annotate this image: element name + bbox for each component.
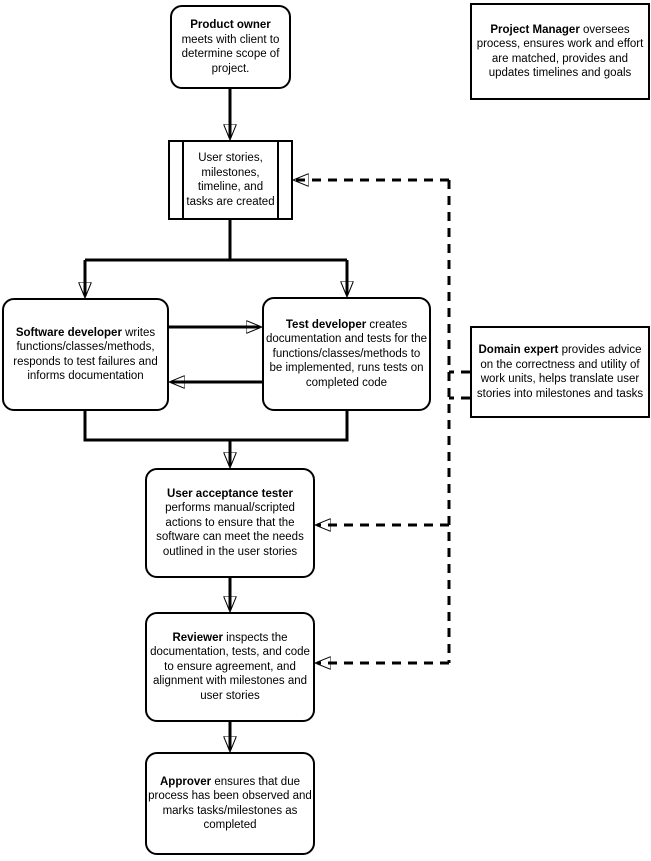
product-owner-text-rest: meets with client to determine scope of project. (181, 33, 280, 75)
test-developer-text-bold: Test developer (285, 318, 367, 331)
software-developer-text (5, 326, 166, 384)
reviewer-text (148, 631, 312, 704)
test-developer-text (265, 318, 428, 391)
approver-text-bold: Approver (160, 775, 212, 788)
reviewer-text-bold: Reviewer (172, 631, 223, 644)
user-acceptance-tester-text-bold: User acceptance tester (167, 487, 293, 500)
domain-expert-text (473, 343, 647, 401)
domain-expert-text-bold: Domain expert (478, 344, 559, 356)
project-manager-text-rest: oversees process, ensures work and effort are matched, provides and updates timelines and goals (476, 23, 644, 79)
approver-text (148, 775, 312, 833)
product-owner-text-bold: Product owner (190, 19, 271, 31)
predefined-process-bar-left (182, 142, 184, 218)
domain-expert-text-rest: provides advice on the correctness and utility of work units, helps translate user stories into milestones and tasks (476, 344, 644, 400)
test-developer-text-rest: creates documentation and tests for the functions/classes/methods to be implemented, runs tests on completed code (265, 318, 428, 389)
user-stories-text (185, 151, 276, 209)
product-owner-text (173, 18, 288, 76)
software-developer-node (2, 298, 169, 411)
approver-text-rest: ensures that due process has been observed and marks tasks/milestones as completed (148, 775, 312, 831)
domain-expert-node (470, 326, 650, 418)
user-acceptance-tester-node (145, 468, 315, 578)
predefined-process-bar-right (277, 142, 279, 218)
software-developer-text-rest: writes functions/classes/methods, responds to test failures and informs documentation (13, 326, 158, 382)
reviewer-text-rest: inspects the documentation, tests, and code to ensure agreement, and alignment with milestones and user stories (150, 631, 310, 702)
project-manager-text (473, 23, 647, 81)
user-stories-node (168, 140, 293, 220)
project-manager-text-bold: Project Manager (490, 23, 580, 36)
project-manager-node (470, 3, 650, 100)
product-owner-node (170, 5, 291, 89)
user-stories-text-rest: User stories, milestones, timeline, and tasks are created (186, 152, 275, 208)
flow-user-stories-branch (85, 220, 347, 260)
user-acceptance-tester-text-rest: performs manual/scripted actions to ensure that the software can meet the needs outlined in the user stories (156, 502, 304, 558)
flow-developers-join (84, 410, 349, 442)
reviewer-node (145, 612, 315, 722)
user-acceptance-tester-text (148, 487, 312, 560)
test-developer-node (262, 297, 431, 411)
software-developer-text-bold: Software developer (15, 326, 122, 339)
approver-node (145, 752, 315, 855)
